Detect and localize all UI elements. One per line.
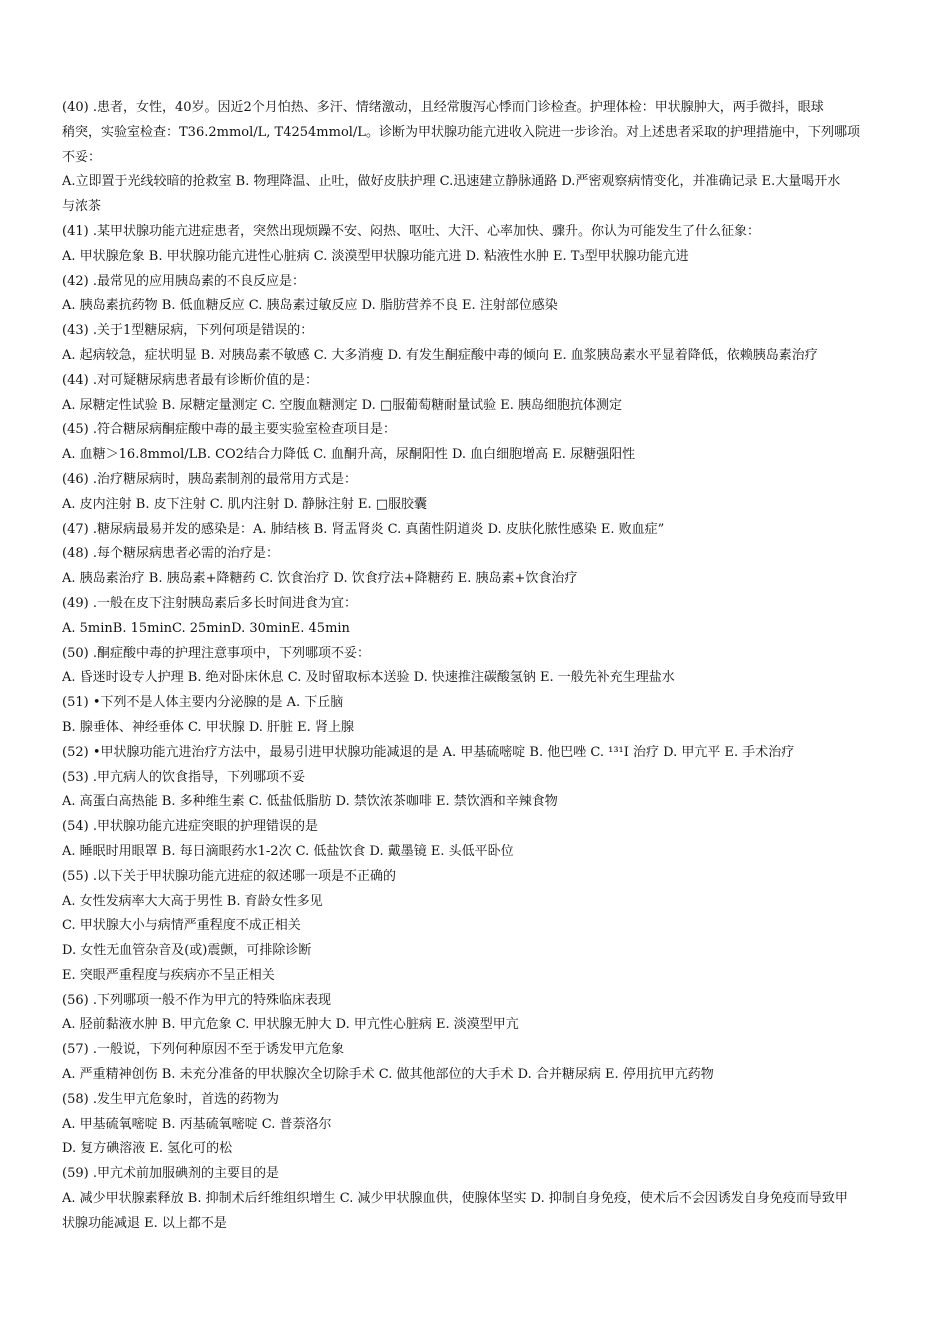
question-55-option-e: E. 突眼严重程度与疾病亦不呈正相关 <box>62 967 275 983</box>
question-51-text: (51) •下列不是人体主要内分泌腺的是 A. 下丘脑 <box>62 695 344 711</box>
question-40-options-line-2: 与浓茶 <box>62 199 102 215</box>
question-44-text: (44) .对可疑糖尿病患者最有诊断价值的是： <box>62 372 318 388</box>
question-48-text: (48) .每个糖尿病患者必需的治疗是： <box>62 546 279 562</box>
question-47-text: (47) .糖尿病最易并发的感染是：A. 肺结核 B. 肾盂肾炎 C. 真菌性阴道炎 D. 皮肤化脓性感染 E. 败血症” <box>62 521 665 537</box>
question-58-text: (58) .发生甲亢危象时，首选的药物为 <box>62 1091 279 1107</box>
question-42-options: A. 胰岛素抗药物 B. 低血糖反应 C. 胰岛素过敏反应 D. 脂肪营养不良 E. 注射部位感染 <box>62 298 558 314</box>
question-55-option-c: C. 甲状腺大小与病情严重程度不成正相关 <box>62 918 301 934</box>
question-40-text-line-1: (40) .患者，女性，40岁。因近2个月怕热、多汗、情绪激动，且经常腹泻心悸而门诊检查。护理体检：甲状腺肿大，两手微抖，眼球 <box>62 100 824 115</box>
question-59-options-line-1: A. 减少甲状腺素释放 B. 抑制术后纤维组织增生 C. 减少甲状腺血供，使腺体坚实 D. 抑制自身免疫，使术后不会因诱发自身免疫而导致甲 <box>62 1191 848 1207</box>
question-56-text: (56) .下列哪项一般不作为甲亢的特殊临床表现 <box>62 992 331 1008</box>
question-54-options: A. 睡眠时用眼罩 B. 每日滴眼药水1-2次 C. 低盐饮食 D. 戴墨镜 E. 头低平卧位 <box>62 843 514 859</box>
document-page <box>62 96 892 1237</box>
question-55-text: (55) .以下关于甲状腺功能亢进症的叙述哪一项是不正确的 <box>62 868 396 884</box>
question-55-option-ab: A. 女性发病率大大高于男性 B. 育龄女性多见 <box>62 893 323 909</box>
question-49-text: (49) .一般在皮下注射胰岛素后多长时间进食为宜： <box>62 595 357 611</box>
question-45-text: (45) .符合糖尿病酮症酸中毒的最主要实验室检查项目是： <box>62 422 396 438</box>
question-50-text: (50) .酮症酸中毒的护理注意事项中，下列哪项不妥： <box>62 645 370 661</box>
question-50-options: A. 昏迷时设专人护理 B. 绝对卧床休息 C. 及时留取标本送验 D. 快速推注碳酸氢钠 E. 一般先补充生理盐水 <box>62 670 675 686</box>
question-51-options: B. 腺垂体、神经垂体 C. 甲状腺 D. 肝脏 E. 肾上腺 <box>62 719 354 735</box>
question-59-options-line-2: 状腺功能减退 E. 以上都不是 <box>62 1215 227 1231</box>
question-45-options: A. 血糖＞16.8mmol/LB. CO2结合力降低 C. 血酮升高，尿酮阳性 D. 血白细胞增高 E. 尿糖强阳性 <box>62 447 636 463</box>
question-41-options: A. 甲状腺危象 B. 甲状腺功能亢进性心脏病 C. 淡漠型甲状腺功能亢进 D. 粘液性水肿 E. T₃型甲状腺功能亢进 <box>62 248 689 264</box>
question-44-options: A. 尿糖定性试验 B. 尿糖定量测定 C. 空腹血糖测定 D. □服葡萄糖耐量试验 E. 胰岛细胞抗体测定 <box>62 397 623 413</box>
question-46-options: A. 皮内注射 B. 皮下注射 C. 肌内注射 D. 静脉注射 E. □服胶囊 <box>62 496 428 512</box>
question-49-options: A. 5minB. 15minC. 25minD. 30minE. 45min <box>62 620 350 636</box>
question-54-text: (54) .甲状腺功能亢进症突眼的护理错误的是 <box>62 819 318 835</box>
question-59-text: (59) .甲亢术前加服碘剂的主要目的是 <box>62 1166 279 1182</box>
question-52-text: (52) •甲状腺功能亢进治疗方法中，最易引进甲状腺功能减退的是 A. 甲基硫嘧啶 B. 他巴唑 C. ¹³¹I 治疗 D. 甲亢平 E. 手术治疗 <box>62 744 795 760</box>
question-41-text: (41) .某甲状腺功能亢进症患者，突然出现烦躁不安、闷热、呕吐、大汗、心率加快、骤升。你认为可能发生了什么征象： <box>62 223 760 239</box>
question-48-options: A. 胰岛素治疗 B. 胰岛素+降糖药 C. 饮食治疗 D. 饮食疗法+降糖药 E. 胰岛素+饮食治疗 <box>62 571 578 587</box>
question-58-options-line-1: A. 甲基硫氧嘧啶 B. 丙基硫氧嘧啶 C. 普萘洛尔 <box>62 1116 332 1132</box>
question-57-text: (57) .一般说，下列何种原因不至于诱发甲亢危象 <box>62 1042 344 1058</box>
question-55-option-d: D. 女性无血管杂音及(或)震颤，可排除诊断 <box>62 943 312 959</box>
question-57-options: A. 严重精神创伤 B. 未充分准备的甲状腺次全切除手术 C. 做其他部位的大手术 D. 合并糖尿病 E. 停用抗甲亢药物 <box>62 1067 714 1083</box>
question-40-text-line-3: 不妥： <box>62 149 102 165</box>
question-58-options-line-2: D. 复方碘溶液 E. 氢化可的松 <box>62 1141 233 1157</box>
question-42-text: (42) .最常见的应用胰岛素的不良反应是： <box>62 273 305 289</box>
question-43-text: (43) .关于1型糖尿病，下列何项是错误的： <box>62 323 314 339</box>
question-43-options: A. 起病较急，症状明显 B. 对胰岛素不敏感 C. 大多消瘦 D. 有发生酮症酸中毒的倾向 E. 血浆胰岛素水平显着降低，依赖胰岛素治疗 <box>62 347 818 363</box>
question-40-text-line-2: 稍突，实验室检查：T36.2mmol/L, T4254mmol/L。诊断为甲状腺功能亢进收入院进一步诊治。对上述患者采取的护理措施中，下列哪项 <box>62 124 860 140</box>
question-53-options: A. 高蛋白高热能 B. 多种维生素 C. 低盐低脂肪 D. 禁饮浓茶咖啡 E. 禁饮酒和辛辣食物 <box>62 794 558 810</box>
question-56-options: A. 胫前黏液水肿 B. 甲亢危象 C. 甲状腺无肿大 D. 甲亢性心脏病 E. 淡漠型甲亢 <box>62 1017 519 1033</box>
question-40-options-line-1: A.立即置于光线较暗的抢救室 B. 物理降温、止吐，做好皮肤护理 C.迅速建立静脉通路 D.严密观察病情变化，并准确记录 E.大量喝开水 <box>62 174 841 190</box>
question-46-text: (46) .治疗糖尿病时，胰岛素制剂的最常用方式是： <box>62 471 357 487</box>
question-53-text: (53) .甲亢病人的饮食指导，下列哪项不妥 <box>62 769 305 785</box>
